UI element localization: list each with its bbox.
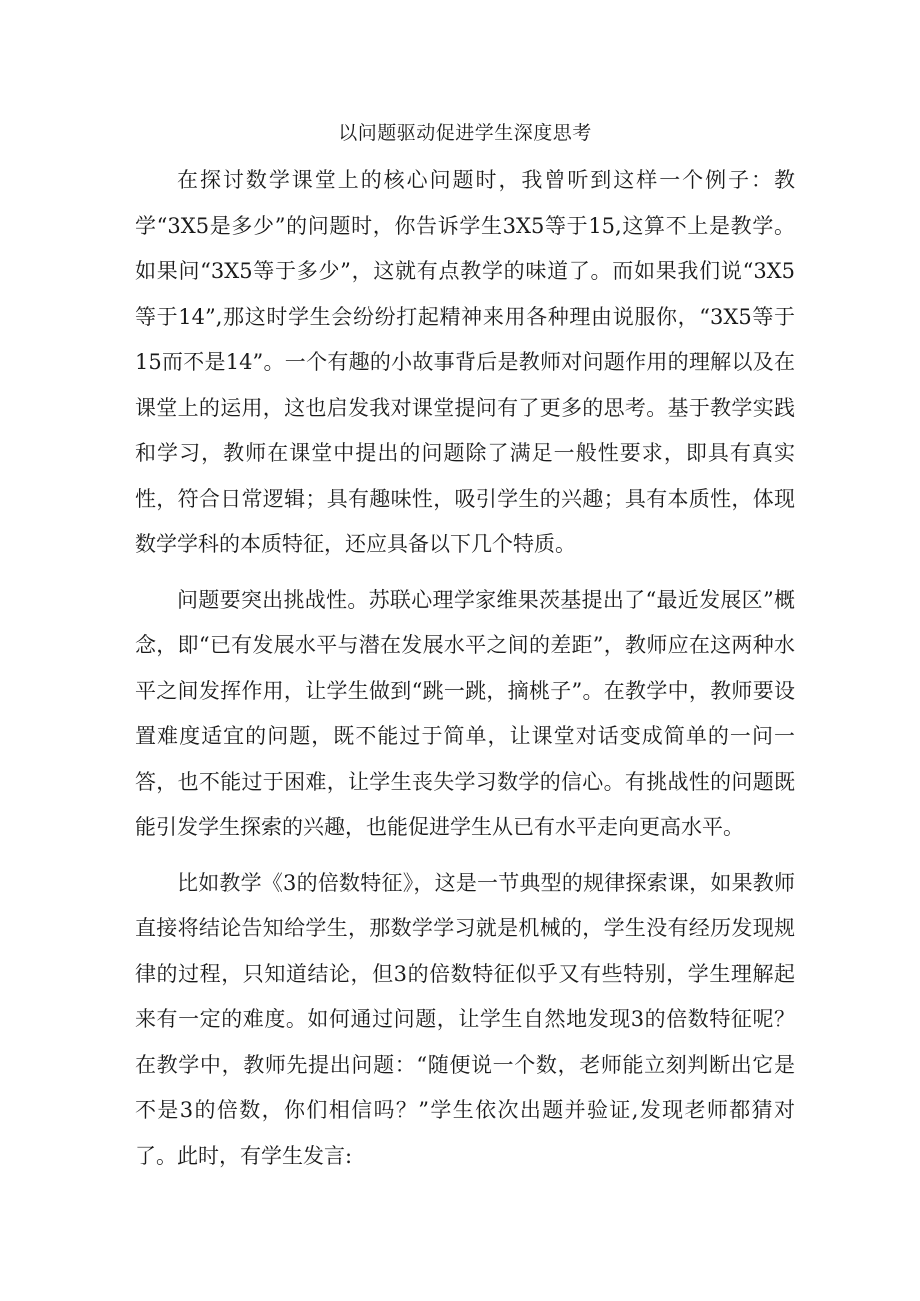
document-page [135, 118, 795, 1189]
document-title: 以问题驱动促进学生深度思考 [338, 122, 592, 144]
paragraph-intro: 在探讨数学课堂上的核心问题时，我曾听到这样一个例子：教学“3X5是多少”的问题时，你告诉学生3X5等于15,这算不上是教学。如果问“3X5等于多少”，这就有点教学的味道了。而如果我们说“3X5等于14”,那这时学生会纷纷打起精神来用各种理由说服你，“3X5等于15而不是14”。一个有趣的小故事背后是教师对问题作用的理解以及在课堂上的运用，这也启发我对课堂提问有了更多的思考。基于教学实践和学习，教师在课堂中提出的问题除了满足一般性要求，即具有真实性，符合日常逻辑；具有趣味性，吸引学生的兴趣；具有本质性，体现数学学科的本质特征，还应具备以下几个特质。 [135, 168, 795, 556]
paragraph-challenge: 问题要突出挑战性。苏联心理学家维果茨基提出了“最近发展区”概念，即“已有发展水平与潜在发展水平之间的差距”，教师应在这两种水平之间发挥作用，让学生做到“跳一跳，摘桃子”。在教学中，教师要设置难度适宜的问题，既不能过于简单，让课堂对话变成简单的一问一答，也不能过于困难，让学生丧失学习数学的信心。有挑战性的问题既能引发学生探索的兴趣，也能促进学生从已有水平走向更高水平。 [135, 587, 795, 839]
paragraph-example: 比如教学《3的倍数特征》，这是一节典型的规律探索课，如果教师直接将结论告知给学生，那数学学习就是机械的，学生没有经历发现规律的过程，只知道结论，但3的倍数特征似乎又有些特别，学生理解起来有一定的难度。如何通过问题，让学生自然地发现3的倍数特征呢？在教学中，教师先提出问题：“随便说一个数，老师能立刻判断出它是不是3的倍数，你们相信吗？”学生依次出题并验证,发现老师都猜对了。此时，有学生发言: [135, 870, 795, 1168]
